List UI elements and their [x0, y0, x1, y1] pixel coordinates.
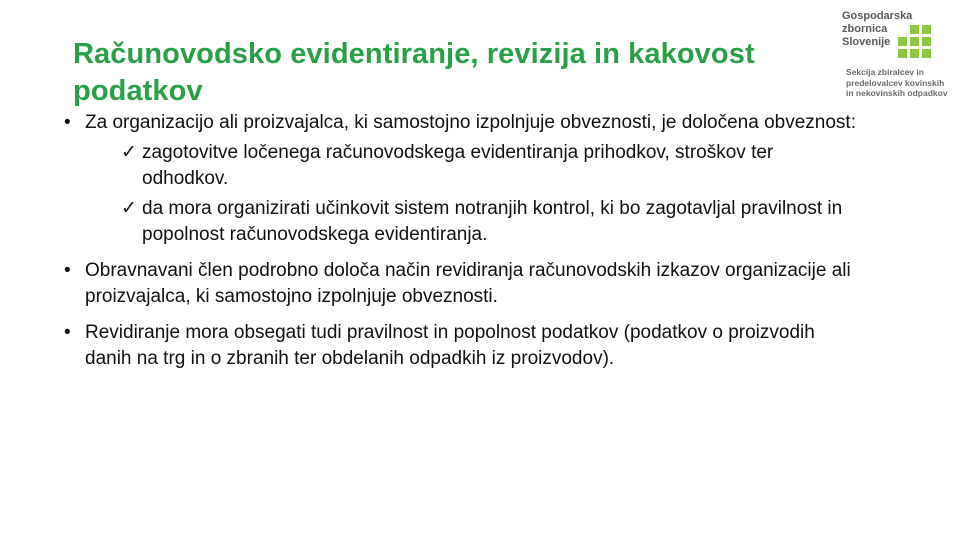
gzs-logo — [842, 10, 952, 105]
bullet-dot: • — [64, 322, 71, 343]
bullet-item — [64, 320, 864, 372]
logo-org-name — [842, 10, 913, 49]
logo-section-line: predelovalcev kovinskih — [846, 77, 945, 88]
logo-org-line: zbornica — [842, 23, 888, 35]
bullet-item — [64, 110, 864, 248]
logo-section-line: in nekovinskih odpadkov — [846, 88, 948, 98]
check-subitem — [85, 196, 864, 248]
subitem-text: da mora organizirati učinkovit sistem notranjih kontrol, ki bo zagotavljal pravilnost in popolnost računovodskega evidentiranja. — [142, 198, 843, 245]
checkmark-icon: ✓ — [121, 198, 137, 219]
slide-title: Računovodsko evidentiranje, revizija in kakovost podatkov — [73, 38, 755, 107]
logo-org-line: Gospodarska — [842, 10, 913, 22]
bullet-text: Obravnavani člen podrobno določa način revidiranja računovodskih izkazov organizacije ali proizvajalca, ki samostojno izpolnjuje obveznosti. — [85, 260, 851, 307]
bullet-text: Revidiranje mora obsegati tudi pravilnost in popolnost podatkov (podatkov o proizvodih danih na trg in o zbranih ter obdelanih odpadkih iz proizvodov). — [85, 322, 815, 369]
logo-org-line: Slovenije — [842, 36, 891, 48]
bullet-dot: • — [64, 260, 71, 281]
check-subitem — [85, 140, 864, 192]
logo-grid-icon — [898, 25, 931, 58]
logo-section-line: Sekcija zbiralcev in — [846, 67, 924, 77]
subitem-text: zagotovitve ločenega računovodskega evidentiranja prihodkov, stroškov ter odhodkov. — [142, 142, 774, 189]
bullet-item — [64, 258, 864, 310]
logo-section-name — [846, 67, 956, 99]
bullet-dot: • — [64, 112, 71, 133]
slide-body — [64, 110, 864, 372]
bullet-text: Za organizacijo ali proizvajalca, ki samostojno izpolnjuje obveznosti, je določena obveznost: — [85, 112, 856, 133]
checkmark-icon: ✓ — [121, 142, 137, 163]
